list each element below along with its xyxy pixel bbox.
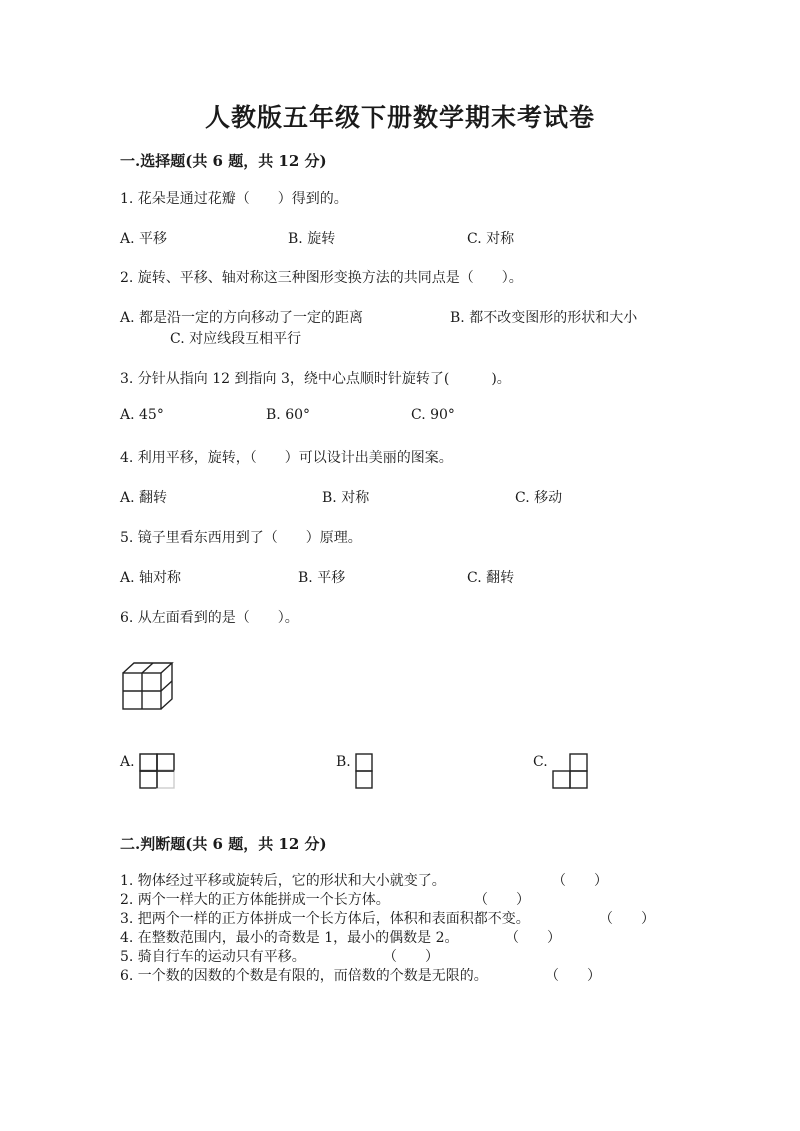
q2-option-c[interactable]: C. 对应线段互相平行	[170, 331, 302, 347]
q6-option-c-figure	[552, 753, 588, 789]
q4-option-c[interactable]: C. 移动	[515, 490, 563, 506]
judge-blank-2[interactable]: （ ）	[474, 892, 530, 908]
q5-option-a[interactable]: A. 轴对称	[120, 570, 182, 586]
q4-option-b[interactable]: B. 对称	[322, 490, 370, 506]
question-1: 1. 花朵是通过花瓣（ ）得到的。	[120, 191, 348, 207]
q3-option-c[interactable]: C. 90°	[411, 407, 455, 423]
q6-option-b-figure	[355, 753, 373, 789]
q1-option-b[interactable]: B. 旋转	[288, 231, 336, 247]
judge-blank-3[interactable]: （ ）	[599, 911, 655, 927]
q2-option-a[interactable]: A. 都是沿一定的方向移动了一定的距离	[120, 310, 364, 326]
question-6: 6. 从左面看到的是（ ）。	[120, 610, 299, 626]
question-3: 3. 分针从指向 12 到指向 3，绕中心点顺时针旋转了( )。	[120, 371, 511, 387]
q3-option-b[interactable]: B. 60°	[266, 407, 311, 423]
q6-option-c[interactable]: C.	[533, 754, 548, 770]
q2-option-b[interactable]: B. 都不改变图形的形状和大小	[450, 310, 638, 326]
q1-option-a[interactable]: A. 平移	[120, 231, 168, 247]
q1-option-c[interactable]: C. 对称	[467, 231, 515, 247]
judge-item-4: 4. 在整数范围内，最小的奇数是 1，最小的偶数是 2。	[120, 930, 459, 946]
page-title: 人教版五年级下册数学期末考试卷	[204, 103, 595, 132]
q6-option-a-figure	[139, 753, 175, 789]
judge-item-5: 5. 骑自行车的运动只有平移。	[120, 949, 306, 965]
judge-item-3: 3. 把两个一样的正方体拼成一个长方体后，体积和表面积都不变。	[120, 911, 530, 927]
q4-option-a[interactable]: A. 翻转	[120, 490, 168, 506]
q3-option-a[interactable]: A. 45°	[120, 407, 164, 423]
judge-blank-5[interactable]: （ ）	[383, 949, 439, 965]
judge-item-2: 2. 两个一样大的正方体能拼成一个长方体。	[120, 892, 390, 908]
cube-stack-figure	[120, 660, 180, 712]
q6-option-a[interactable]: A.	[120, 754, 135, 770]
q6-option-b[interactable]: B.	[336, 754, 351, 770]
judge-blank-1[interactable]: （ ）	[552, 873, 608, 889]
q5-option-b[interactable]: B. 平移	[298, 570, 346, 586]
question-2: 2. 旋转、平移、轴对称这三种图形变换方法的共同点是（ ）。	[120, 270, 523, 286]
question-5: 5. 镜子里看东西用到了（ ）原理。	[120, 530, 362, 546]
judge-blank-6[interactable]: （ ）	[545, 968, 601, 984]
section-2-heading: 二.判断题(共 6 题，共 12 分)	[120, 835, 327, 853]
judge-item-1: 1. 物体经过平移或旋转后，它的形状和大小就变了。	[120, 873, 446, 889]
q5-option-c[interactable]: C. 翻转	[467, 570, 515, 586]
judge-item-6: 6. 一个数的因数的个数是有限的，而倍数的个数是无限的。	[120, 968, 488, 984]
section-1-heading: 一.选择题(共 6 题，共 12 分)	[120, 152, 327, 170]
question-4: 4. 利用平移，旋转，（ ）可以设计出美丽的图案。	[120, 450, 453, 466]
judge-blank-4[interactable]: （ ）	[505, 930, 561, 946]
